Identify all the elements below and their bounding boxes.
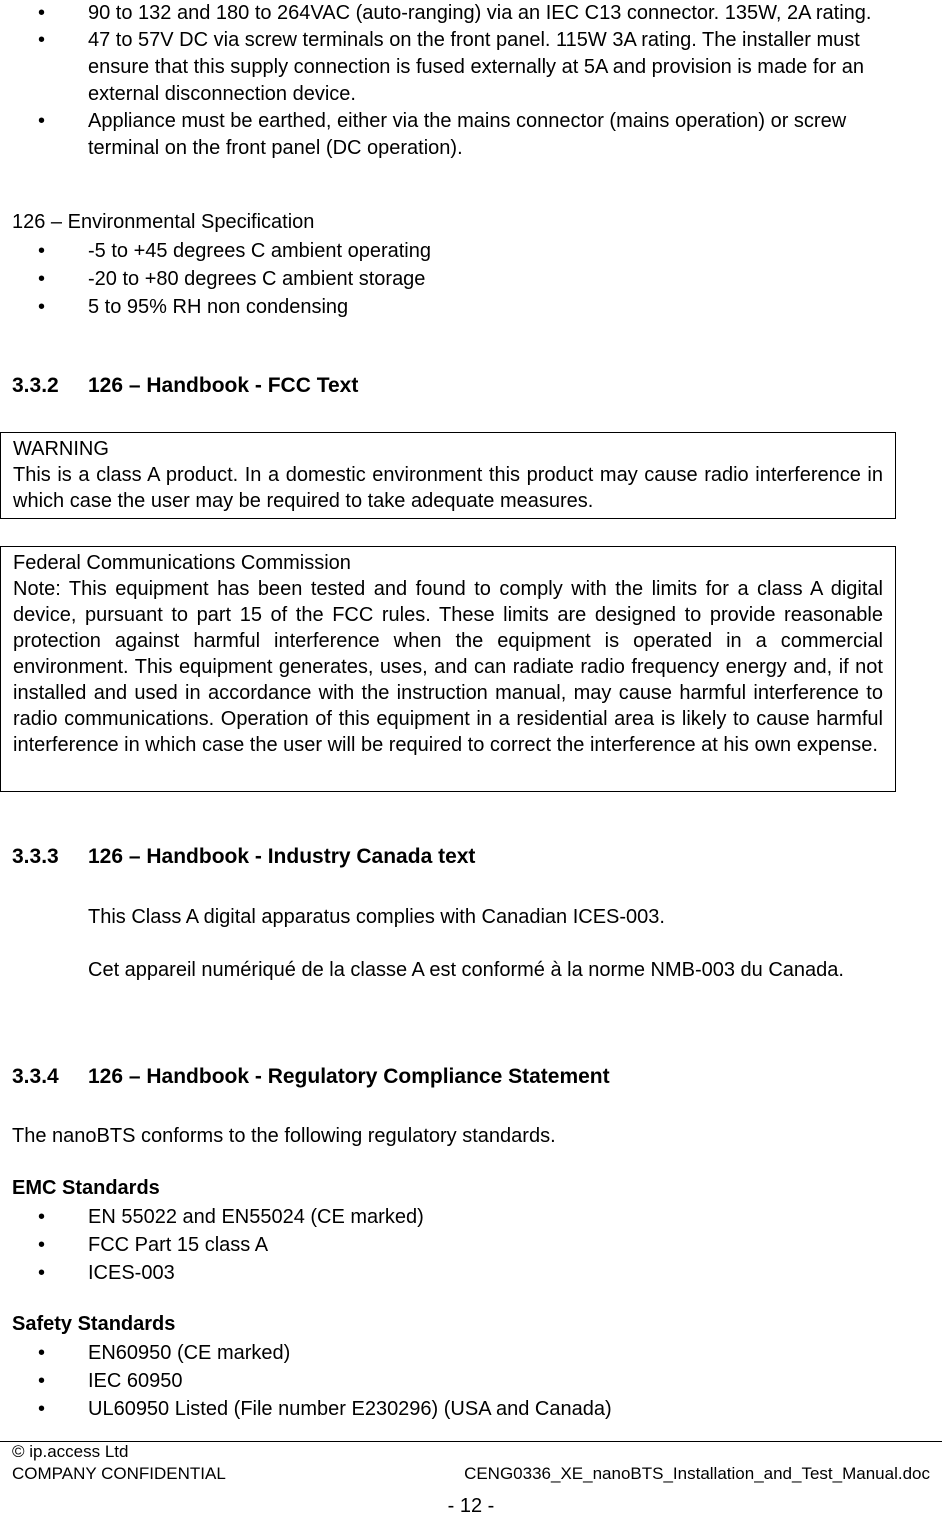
section-heading-332: 3.3.2 126 – Handbook - FCC Text [12,374,359,397]
bullet-glyph: • [38,1398,46,1420]
list-item: • 5 to 95% RH non condensing [0,293,942,321]
safety-standards-label: Safety Standards [12,1313,176,1335]
list-item: • UL60950 Listed (File number E230296) (USA and Canada) [0,1395,942,1423]
list-item: • EN60950 (CE marked) [0,1339,942,1367]
canada-english-text: This Class A digital apparatus complies with Canadian ICES-003. [88,906,665,928]
section-heading-334: 3.3.4 126 – Handbook - Regulatory Compliance Statement [12,1065,610,1088]
bullet-glyph: • [38,268,46,290]
bullet-glyph: • [38,1342,46,1364]
bullet-glyph: • [38,1206,46,1228]
conformance-text: The nanoBTS conforms to the following regulatory standards. [12,1125,556,1147]
footer-confidential: COMPANY CONFIDENTIAL [12,1464,226,1483]
warning-heading: WARNING [13,438,109,460]
bullet-glyph: • [38,1262,46,1284]
safety-standards-list [0,1339,942,1423]
bullet-glyph: • [38,240,46,262]
fcc-text: Note: This equipment has been tested and found to comply with the limits for a class A digital device, pursuant to part 15 of the FCC rules. These limits are designed to provide reasonable protection against harmful interference when the equipment is operated in a commercial environment. This equipment generates, uses, and can radiate radio frequency energy and, if not installed and used in accordance with the instruction manual, may cause harmful interference to radio communications. Operation of this equipment in a residential area is likely to cause harmful interference in which case the user will be required to correct the interference at his own expense. [13,578,883,756]
warning-text: This is a class A product. In a domestic environment this product may cause radio interference in which case the user may be required to take adequate measures. [13,464,883,512]
list-item: • IEC 60950 [0,1367,942,1395]
list-item: • ICES-003 [0,1259,942,1287]
page-number: - 12 - [447,1495,495,1517]
list-item: • -5 to +45 degrees C ambient operating [0,237,942,265]
emc-standards-list [0,1203,942,1287]
env-spec-title: 126 – Environmental Specification [12,211,315,233]
fcc-box [0,546,896,792]
list-item: • FCC Part 15 class A [0,1231,942,1259]
list-item: • 47 to 57V DC via screw terminals on the front panel. 115W 3A rating. The installer must ensure that this supply connection is fused externally at 5A and provision is made for an external disconnection device. [38,29,865,105]
emc-standards-label: EMC Standards [12,1177,160,1199]
canada-french-text: Cet appareil numériqué de la classe A est conformé à la norme NMB-003 du Canada. [88,959,844,981]
bullet-glyph: • [38,110,46,132]
env-spec-list [0,237,942,321]
list-item: • EN 55022 and EN55024 (CE marked) [0,1203,942,1231]
footer-copyright: © ip.access Ltd [12,1442,129,1461]
section-heading-333: 3.3.3 126 – Handbook - Industry Canada text [12,845,476,868]
fcc-heading: Federal Communications Commission [13,552,351,574]
list-item: • -20 to +80 degrees C ambient storage [0,265,942,293]
bullet-glyph: • [38,1370,46,1392]
power-supply-list [0,0,942,162]
bullet-glyph: • [38,29,46,51]
footer-divider [0,1441,942,1442]
list-item: • Appliance must be earthed, either via the mains connector (mains operation) or screw terminal on the front panel (DC operation). [38,110,847,159]
bullet-glyph: • [38,296,46,318]
bullet-glyph: • [38,1234,46,1256]
footer-filename: CENG0336_XE_nanoBTS_Installation_and_Test_Manual.doc [464,1464,930,1483]
bullet-glyph: • [38,2,46,24]
list-item: • 90 to 132 and 180 to 264VAC (auto-ranging) via an IEC C13 connector. 135W, 2A rating. [0,0,942,27]
warning-box [0,432,896,519]
